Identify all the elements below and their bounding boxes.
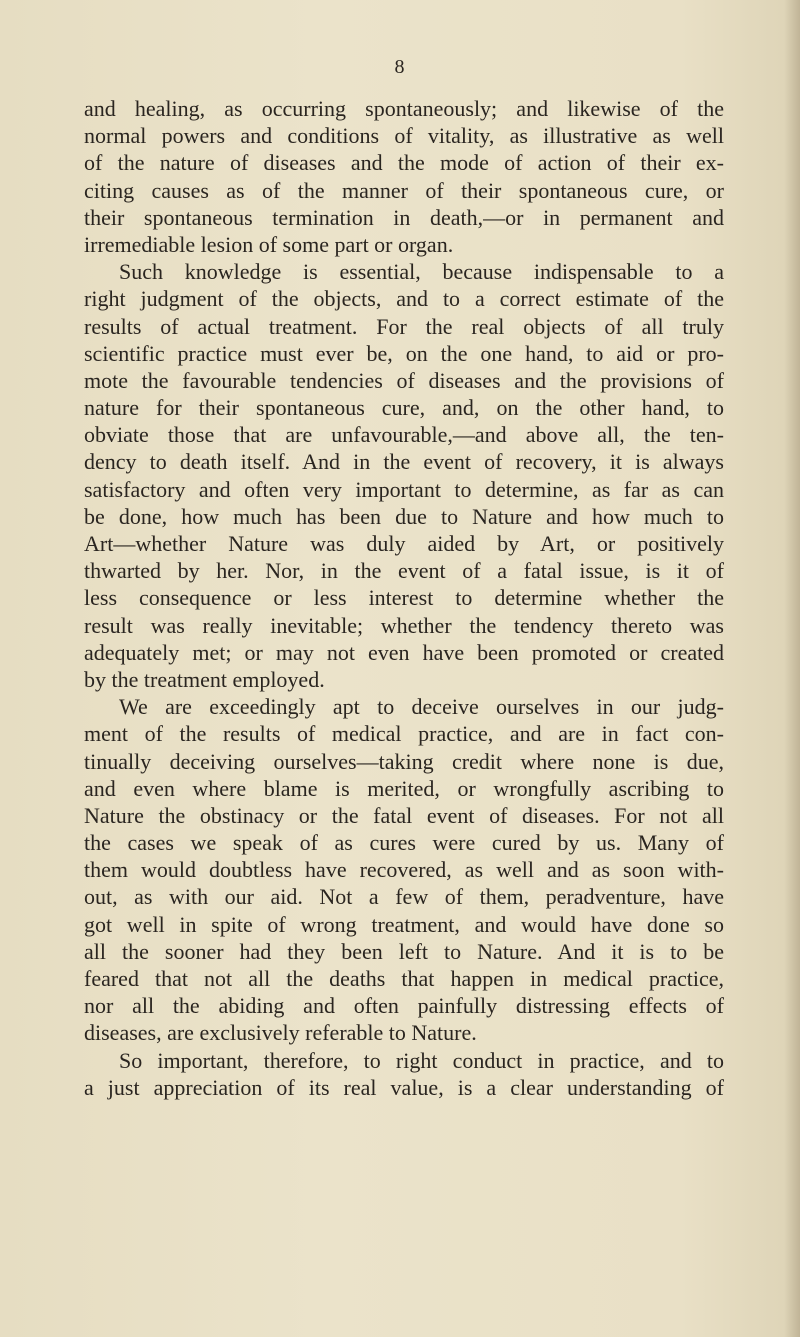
text-line: right judgment of the objects, and to a correct estimate of the	[84, 286, 724, 312]
text-line: Art—whether Nature was duly aided by Art, or positively	[84, 531, 724, 556]
text-line: Nature the obstinacy or the fatal event of diseases. For not all	[84, 802, 724, 828]
text-line: them would doubtless have recovered, as well and as soon with-	[84, 857, 724, 883]
text-line: results of actual treatment. For the real objects of all truly	[84, 313, 724, 339]
text-line: Such knowledge is essential, because indispensable to a	[119, 259, 724, 285]
text-line: We are exceedingly apt to deceive ourselves in our judg-	[119, 694, 724, 720]
text-line: satisfactory and often very important to determine, as far as can	[84, 476, 724, 502]
text-line: all the sooner had they been left to Nature. And it is to be	[84, 938, 724, 964]
text-line: less consequence or less interest to determine whether the	[84, 585, 724, 611]
text-line: obviate those that are unfavourable,—and above all, the ten-	[84, 422, 724, 448]
body-text	[84, 95, 724, 1101]
text-line: diseases, are exclusively referable to Nature.	[84, 1020, 477, 1046]
text-line: of the nature of diseases and the mode of action of their ex-	[84, 150, 724, 176]
text-line: mote the favourable tendencies of diseases and the provisions of	[84, 367, 724, 393]
text-line: scientific practice must ever be, on the one hand, to aid or pro-	[84, 340, 724, 366]
text-line: a just appreciation of its real value, is a clear understanding of	[84, 1074, 724, 1100]
text-line: got well in spite of wrong treatment, and would have done so	[84, 911, 724, 937]
text-line: out, as with our aid. Not a few of them, peradventure, have	[84, 884, 724, 910]
text-line: and even where blame is merited, or wrongfully ascribing to	[84, 775, 724, 801]
text-line: dency to death itself. And in the event of recovery, it is always	[84, 449, 724, 475]
text-line: So important, therefore, to right conduct in practice, and to	[119, 1047, 724, 1073]
text-line: nor all the abiding and often painfully distressing effects of	[84, 993, 724, 1019]
text-line: thwarted by her. Nor, in the event of a fatal issue, is it of	[84, 558, 724, 584]
text-line: citing causes as of the manner of their spontaneous cure, or	[84, 177, 724, 203]
text-line: tinually deceiving ourselves—taking credit where none is due,	[84, 748, 724, 774]
text-line: and healing, as occurring spontaneously; and likewise of the	[84, 96, 724, 121]
text-line: nature for their spontaneous cure, and, on the other hand, to	[84, 395, 724, 421]
text-line: feared that not all the deaths that happen in medical practice,	[84, 966, 724, 991]
text-line: normal powers and conditions of vitality, as illustrative as well	[84, 123, 724, 149]
text-line: their spontaneous termination in death,—or in permanent and	[84, 204, 724, 230]
text-line: the cases we speak of as cures were cured by us. Many of	[84, 830, 724, 856]
page-number: 8	[394, 56, 406, 78]
text-line: irremediable lesion of some part or organ.	[84, 231, 454, 257]
text-line: ment of the results of medical practice, and are in fact con-	[84, 721, 724, 747]
text-line: by the treatment employed.	[84, 666, 325, 692]
text-line: be done, how much has been due to Nature and how much to	[84, 503, 724, 529]
text-line: result was really inevitable; whether the tendency thereto was	[84, 612, 724, 638]
page-edge-shadow	[784, 0, 800, 1337]
text-line: adequately met; or may not even have been promoted or created	[84, 639, 724, 665]
